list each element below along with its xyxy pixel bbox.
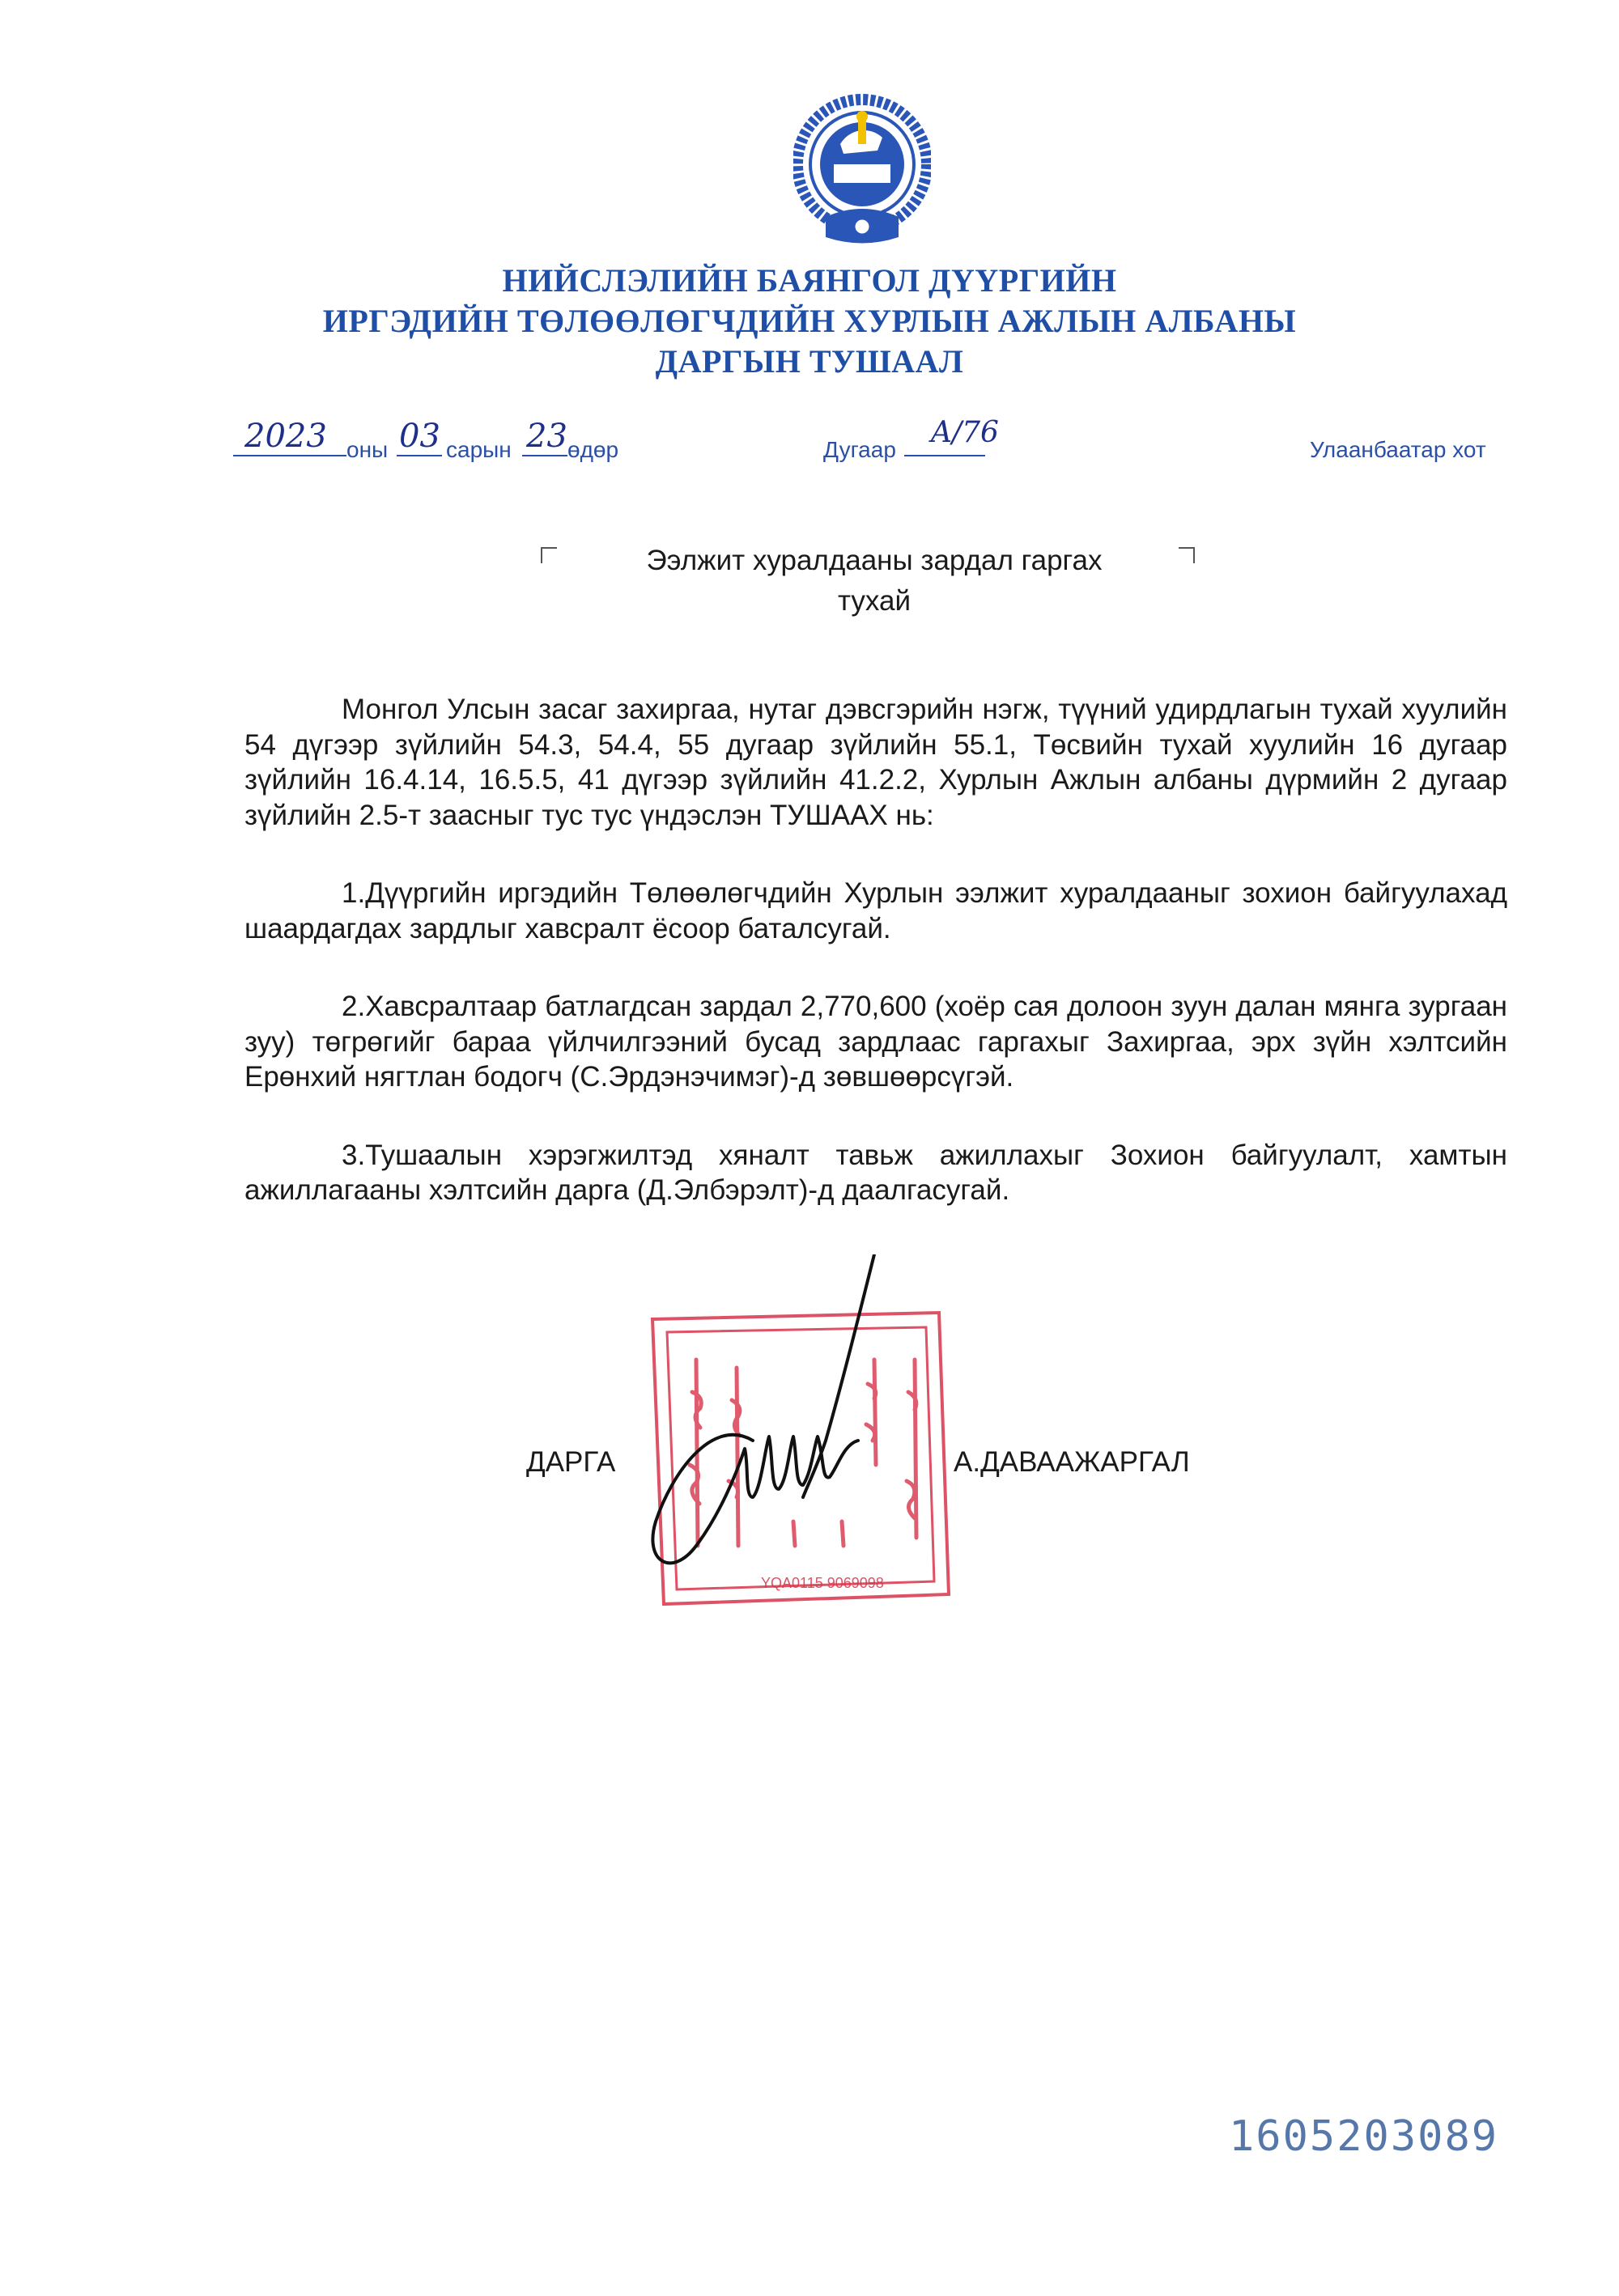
order-body [244, 692, 1507, 1208]
subject-bracket-left [541, 547, 557, 563]
signatory-title: ДАРГА [526, 1446, 616, 1478]
header-line-1: НИЙСЛЭЛИЙН БАЯНГОЛ ДҮҮРГИЙН [502, 262, 1117, 299]
order-item-1: 1.Дүүргийн иргэдийн Төлөөлөгчдийн Хурлын ээлжит хуралдааныг зохион байгуулахад шаардагдах зардлыг хавсралт ёсоор баталсугай. [244, 877, 1507, 944]
month-label: сарын [446, 437, 512, 462]
date-year: 2023 [244, 418, 327, 455]
document-serial-number: 1605203089 [1229, 2112, 1499, 2161]
year-underline [233, 455, 346, 456]
number-underline [904, 455, 985, 456]
stamp-serial: YQA0115 9069098 [761, 1575, 884, 1591]
organization-header [243, 261, 1376, 382]
intro-paragraph: Монгол Улсын засаг захиргаа, нутаг дэвсгэрийн нэгж, түүний удирдлагын тухай хуулийн 54 дүгээр зүйлийн 54.3, 54.4, 55 дугаар зүйлийн 55.1, Төсвийн тухай хуулийн 16 дугаар зүйлийн 16.4.14, 16.5.5, 41 дүгээр зүйлийн 41.2.2, Хурлын Ажлын албаны дүрмийн 2 дугаар зүйлийн 2.5-т заасныг тус тус үндэслэн ТУШААХ нь: [244, 694, 1507, 831]
day-label: өдөр [567, 437, 619, 462]
order-item-2: 2.Хавсралтаар батлагдсан зардал 2,770,600 (хоёр сая долоон зуун далан мянга зургаан зуу) төгрөгийг бараа үйлчилгээний бусад зардлаас гаргахыг Захиргаа, эрх зүйн хэлтсийн Ерөнхий нягтлан бодогч (С.Эрдэнэчимэг)-д зөвшөөрсүгэй. [244, 991, 1507, 1093]
order-subject [567, 541, 1182, 622]
year-label: оны [346, 437, 389, 462]
signatory-name: А.ДАВААЖАРГАЛ [954, 1446, 1190, 1478]
day-underline [522, 455, 567, 456]
number-label: Дугаар [823, 437, 896, 462]
city: Улаанбаатар хот [1310, 437, 1486, 462]
handwritten-signature [623, 1254, 915, 1578]
date-line [0, 416, 1619, 469]
month-underline [397, 455, 442, 456]
header-line-3: ДАРГЫН ТУШААЛ [655, 343, 964, 380]
subject-line-1: Ээлжит хуралдааны зардал гаргах [646, 545, 1103, 576]
order-number: A/76 [931, 416, 999, 449]
date-day: 23 [526, 418, 567, 455]
state-emblem-icon [793, 87, 931, 249]
header-line-2: ИРГЭДИЙН ТӨЛӨӨЛӨГЧДИЙН ХУРЛЫН АЖЛЫН АЛБАНЫ [322, 303, 1297, 339]
subject-line-2: тухай [837, 585, 911, 617]
date-month: 03 [399, 418, 440, 455]
order-item-3: 3.Тушаалын хэрэгжилтэд хяналт тавьж ажиллахыг Зохион байгуулалт, хамтын ажиллагааны хэлтсийн дарга (Д.Элбэрэлт)-д даалгасугай. [244, 1139, 1507, 1206]
